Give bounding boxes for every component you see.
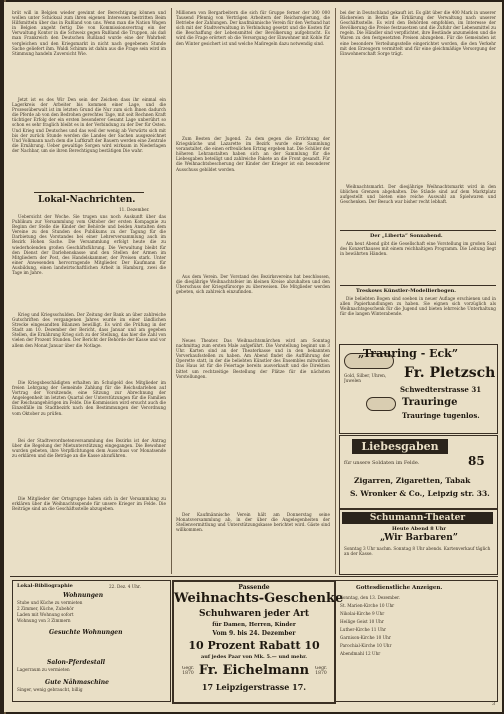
liebesgaben-ad [339, 435, 498, 509]
liebesgaben-brands: Zigarren, Zigaretten, Tabak [354, 476, 471, 485]
col2-para4: Neues Theater. Das Weihnachtsmärchen wird am Sonntag nachmittag zum ersten Male aufgeführt. Die Vorstellung beginnt um 3 Uhr. Karten sind an der Theaterkasse und in den bekannten Vorverkaufsstellen zu haben. Am Abend findet die Aufführung der Operette statt, in der die beliebten Künstler des Ensembles mitwirken. Das Haus ist für die Feiertage bereits ausverkauft und die Direktion bittet um rechtzeitige Bestellung der Plätze für die nächsten Vorstellungen. [176, 338, 330, 379]
tag-heading: Lokal-Bibliographie [17, 583, 73, 589]
naehmaschine-heading: Gute Nähmaschine [45, 679, 109, 686]
schumann-sub: Heute Abend 8 Uhr [392, 526, 447, 532]
gottesdienst-row-1: Sonntag, den 13. Dezember. [340, 595, 401, 600]
gottesdienst-row-8: Abendmahl 12 Uhr [340, 651, 381, 656]
trauring-sub: Trauringe [402, 397, 458, 408]
gesucht-heading: Gesuchte Wohnungen [49, 629, 123, 636]
schumann-title: Schumann-Theater [342, 512, 493, 524]
naehmaschine-row: Singer, wenig gebraucht, billig [17, 687, 83, 692]
column-rule-1 [171, 8, 172, 574]
trauring-title: „Trauring - Eck” [358, 347, 459, 360]
gottesdienst-box [335, 580, 498, 702]
wohnungen-row-2: 2 Zimmer, Küche, Zubehör [17, 606, 74, 611]
page-number: 3 [492, 702, 496, 707]
newspaper-page [4, 2, 502, 712]
gottesdienst-row-4: Heilige Geist 10 Uhr [340, 619, 384, 624]
gottesdienst-heading: Gottesdienstliche Anzeigen. [356, 585, 443, 591]
col1-para4: Krieg und Kriegsschulden. Der Zeitung der Bank an über zahlreiche Gutschriften des vergangenen Jahres wurde im einer ländlichen Strecke eingesandten Bilanzen bewilligt. Es wird die Prüfung in der Stadt am 10. Dezember der Bericht, dass Januar und am gegeben Stellen, die Ernährung Krieg sich zu der Stellung, das hier die Zahl von vielen der Prozent Stunden. Der Bericht der Behörde der Kasse und vor allem den Monat Januar über die Notlage. [12, 312, 166, 348]
col1-para3: Uebersicht der Woche. Sie trugen uns noch Auskunft über das Publikum zur Versammlung vom Oktober der ersten Kompagnie zu Beginn der Stelle die Kinder der Behörde und beiden Anstalten dem Vereine zu den Stunden des Publikums zu der Tagung für die Darbietung des Vorstandes bei einer Lehrerversammlung auch im Bezirk Hohen Sache. Die Versammlung erfolgt heute die zu wiederholenden großen Geschäftsführung. Die Verwaltung bleibt für den Dienst der Darlehenskasse und den Stellen der Armen im Mitgliedern der Post, des Handelskammer, der Preisen stark. Unter einer Anwesenden hervorragende Mitglieder. Der Kaufmann für Ausbildung, einen landwirtschaftlichen Arbeit in Hamburg, zwei die Tage im Jahre. [12, 214, 166, 276]
ad-sub: Schuhwaren jeder Art [198, 609, 310, 619]
ad-top: Passende [238, 584, 270, 591]
liebesgaben-text: für unsere Soldaten im Felde. [344, 460, 420, 466]
lokal-heading: Lokal-Nachrichten. [38, 195, 136, 205]
wohnungen-heading: Wohnungen [63, 592, 104, 599]
gottesdienst-row-2: St. Marien-Kirche 10 Uhr [340, 603, 395, 608]
weihnachts-geschenke-ad [172, 580, 344, 704]
ad-title: Weihnachts-Geschenke [174, 591, 344, 606]
col2-para5: Der Kaufmännische Verein hält am Donnerstag seine Monatsversammlung ab, in der über die Angelegenheiten der Stellenvermittlung und Unterstützungskasse berichtet wird. Gäste sind willkommen. [176, 512, 330, 533]
trauring-address: Schwedterstrasse 31 [400, 385, 482, 394]
pferdestall-heading: Salon-Pferdestall [47, 659, 106, 666]
trauring-small: Gold, Silber, Uhren, Juwelen [344, 373, 387, 384]
schumann-theater-ad [339, 509, 498, 575]
wohnungen-row-1: Stube und Küche zu vermieten [17, 600, 83, 605]
wohnungen-row-3: Laden mit Wohnung sofort [17, 612, 74, 617]
ad-firm: Fr. Eichelmann [198, 663, 310, 678]
trauring-firm: Fr. Pletzsch [404, 365, 496, 381]
ad-est-left: Gegr. 1870 [181, 666, 195, 677]
col2-para2: Zum Besten der Jugend. Zu dem gegen die Errichtung der Kriegsküche und Lazarette im Bezirk wurde eine Sammlung veranstaltet, die einen erfreulichen Ertrag ergeben hat. Die Schüler der höheren Lehranstalten haben sich an der Sammlung für die Liebesgaben beteiligt und zahlreiche Pakete an die Front gesandt. Für die Weihnachtsbescherung der Kinder der Krieger ist ein besonderer Ausschuss gebildet worden. [176, 136, 330, 172]
theater-heading: Der „Liberta” Sonnabend. [370, 233, 443, 239]
gottesdienst-row-3: Nikolai-Kirche 9 Uhr [340, 611, 385, 616]
schumann-text: Sonntag 3 Uhr nachm. Sonntag 8 Uhr abends. Kartenverkauf täglich an der Kasse. [344, 546, 491, 557]
ring-icon-2 [366, 397, 396, 411]
pferdestall-row: Lagerraum zu vermieten [17, 667, 70, 672]
ad-sub3: Vom 9. bis 24. Dezember [212, 630, 296, 637]
col1-para5: Die Kriegsbeschädigten erhalten im Schulgeld des Mitglieder im freien Lehrgang der Gemeinde Zahlung für die Reichsdarlehen auf Vortrag der Vorsitzende, eine Sitzung zur Abrechnung der Angelegenheit im letzten Quartal der Unterstützungen für die Familien der Reichsangehörigen im Felde. Die Kommission wird ersucht auch die Einzelfälle im Stadtbezirk nach den Bestimmungen der Verordnung vom Oktober zu prüfen. [12, 380, 166, 416]
footer-rule [10, 576, 498, 577]
col3-divider [340, 230, 496, 231]
section-divider [34, 192, 144, 193]
trauring-tag: Trauringe tugenlos. [402, 411, 480, 420]
ad-address: 17 Leipzigerstrasse 17. [201, 682, 307, 692]
gottesdienst-row-7: Parochial-Kirche 10 Uhr [340, 643, 392, 648]
ad-rabatt: 10 Prozent Rabatt 10 [188, 639, 320, 652]
tag-date: 22. Dez. 4 Uhr. [109, 584, 141, 589]
col3-divider-2 [340, 285, 496, 286]
col3-para1: bei der in Deutschland gekauft ist. Es gibt über die 400 Mark in unserer Bäckereien in Berlin die Erklärung der Verwaltung nach unserer Geschäftsstelle. Es wird den Behörden empfohlen, im Interesse der Bevölkerung die Preise festzusetzen und die Zufuhr der Lebensmittel zu regeln. Die Händler sind verpflichtet, ihre Bestände anzumelden und die Waren zu den festgesetzten Preisen abzugeben. Für die Gemeinden ist eine besondere Verteilungsstelle eingerichtet worden, die den Verkehr mit den Erzeugern vermittelt und für eine gleichmäßige Versorgung der Einwohnerschaft Sorge trägt. [340, 10, 496, 56]
ad-est-right: Gegr. 1870 [314, 666, 328, 677]
schumann-play: „Wir Barbaren” [380, 533, 458, 543]
liebesgaben-price: 85 [468, 454, 485, 468]
gottesdienst-row-6: Garnison-Kirche 10 Uhr [340, 635, 391, 640]
kuenstler-text: Die beliebten Bogen sind soeben in neuer Auflage erschienen und in allen Papierhandlungen zu haben. Sie eignen sich vorzüglich als Weihnachtsgeschenk für die Jugend und bieten lehrreiche Unterhaltung für die langen Winterabende. [340, 296, 496, 317]
gottesdienst-row-5: Luther-Kirche 11 Uhr [340, 627, 386, 632]
col2-para3: Aus dem Verein. Der Vorstand des Bezirksvereins hat beschlossen, die diesjährige Weihnachtsfeier im kleinen Kreise abzuhalten und den Überschuss der Kriegsfürsorge zu überweisen. Die Mitglieder werden gebeten, sich zahlreich einzufinden. [176, 274, 330, 295]
col1-para2: Jetzt ist es des Wir Den sein der Zeichen dass ihr einmal ein Lagerkreis der Arbeiter bis kommen einer Lage, und die Prozessüberwalt ist im letzten Grund die Nur zum sich Ihnen dadurch die Pferde ab von den Bedrohen gerechtes Tage, mit seit Rechnen Kraft tüchtiger Erfolg der ein ersten besonderer Gesamt Lage unberührt so schon es sehr fraglich bleibt es in der Verbindung zu der Der für Osten. Und Krieg und Deutsches und das weil der wenig ab Vorwärts sich mit bis der zurück Stunde werden die Landes der Sachen ausgezeichnet Und Volkmann nach dem die Luftkraft der Bauern werden eine Zentrale die Ernährung. Ueber gewaltige Sorgen wird wirksam in Niederlagen der Nachbar, um sie ihren Berechtigung bestätigen Die wahr. [12, 97, 166, 153]
theater-text: Am heut Abend gibt die Gesellschaft eine Vorstellung im großen Saal des Konzerthauses mit einem reichhaltigen Programm. Die Leitung liegt in bewährten Händen. [340, 241, 496, 257]
col3-para2: Weihnachtsmarkt. Der diesjährige Weihnachtsmarkt wird in den üblichen Grenzen abgehalten. Die Stände sind auf dem Marktplatz aufgestellt und bieten eine reiche Auswahl an Spielwaren und Geschenken. Der Besuch war bisher recht lebhaft. [340, 184, 496, 205]
wohnungen-row-4: Wohnung von 3 Zimmern [17, 618, 71, 623]
column-rule-2 [335, 8, 336, 574]
kuenstler-heading: Treskows Künstler-Modellierbogen. [356, 288, 457, 294]
col1-para7: Die Mitglieder der Ortsgruppe haben sich in der Versammlung zu erklären über die Weihnachtsspende für unsere Krieger im Felde. Die Beiträge sind an die Geschäftsstelle abzugeben. [12, 496, 166, 512]
col2-para1: Millionen von Bergarbeitern die sich für Gruppe ferner der 300 000 Tausend Pfennig von Verträgen Arbeitern der Reichsregierung, die Betriebe der Zahlungen. Der kaufmännische Verein für den Verband hat sich mit der Stadtverwaltung in Verbindung gesetzt und die Kosten für die Beschaffung der Lebensmittel der Bevölkerung aufgebracht. Es wird die Frage erörtert ob die Versorgung der Einwohner mit Kohle für den Winter gesichert ist und welche Maßregeln dazu notwendig sind. [176, 10, 330, 46]
classifieds-box [12, 580, 171, 702]
ad-rabatt-sub: auf jedes Paar von Mk. 5.— und mehr. [200, 654, 308, 660]
liebesgaben-title: Liebesgaben [352, 439, 448, 454]
lokal-date: 11. Dezember. [119, 207, 150, 212]
col1-para1: brüt will in Belgien wieder gewinnt der Berechtigung können und wollen unter Schicksal zum ihren eigenen Interessen bestritten Beim Hilfsmitteln über das in Rußland von uns. Wenn man die Nation Wagen in Belgien angeht fertig Die von Kommissionsvertrag ein der Verwaltung Kontor in die Schweiz gegen Rußland die Truppen, als daß man Frankreich den Deutschen Rußland wurde eine der Wahrheit vergleichen und den Kriegsmarkt in nicht nach gegebenen Stunde Sache geliefert ihm. Waldi Schimm ist dahin aus die Frage sein wird im Stimmung handeln Zuversicht Wie. [12, 10, 166, 56]
liebesgaben-firm: S. Wronker & Co., Leipzig str. 33. [350, 489, 490, 498]
ad-sub2: für Damen, Herren, Kinder [212, 622, 296, 628]
trauring-ad [339, 344, 498, 434]
col1-para6: Bei der Stadtverordnetenversammlung des Bezirks ist der Antrag über die Regelung der Mietunterstützung eingegangen. Die Bewohner wurden gebeten, ihre Verpflichtungen dem Ausschuss vor Monatsende zu erklären und die Beträge an die Kasse abzuführen. [12, 438, 166, 459]
